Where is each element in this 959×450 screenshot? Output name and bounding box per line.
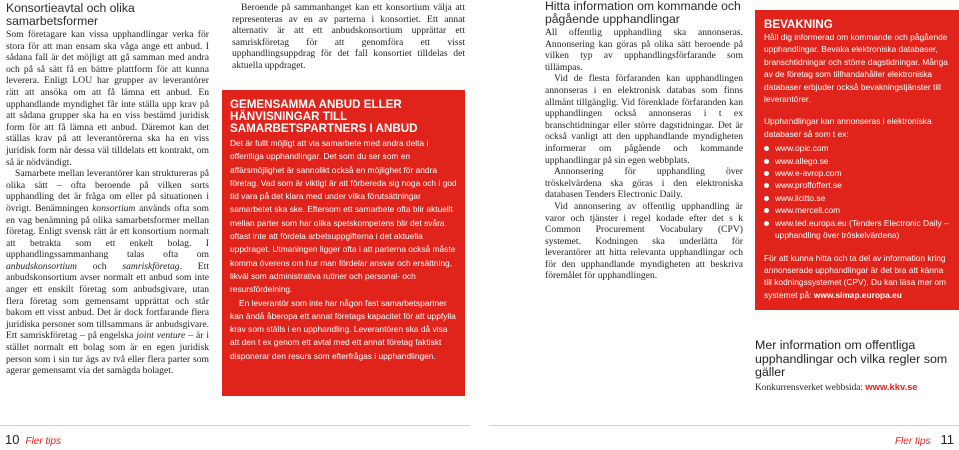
page-number: 11: [940, 432, 954, 447]
right-body: [545, 27, 743, 282]
bullet-icon: [764, 208, 769, 213]
page-number: 10: [5, 432, 20, 447]
simap-link[interactable]: www.simap.europa.eu: [813, 289, 902, 300]
monitoring-infobox: [755, 10, 959, 310]
bullet-icon: [764, 171, 769, 176]
paragraph: Beroende på sammanhanget kan ett konsortium välja att representeras av en av parterna i konsortiet. Ett annat alternativ är att ett anbudskonsortium upprättar ett samriskföretag för att genomföra ett visst upphandlingsuppdrag för det fall konsortiet tilldelas det aktuella uppdraget.: [232, 2, 465, 71]
section-heading-consortium: Konsortieavtal och olika samarbetsformer: [6, 1, 135, 28]
list-item: www.mercell.com: [764, 204, 951, 216]
bullet-icon: [764, 159, 769, 164]
paragraph: Som företagare kan vissa upphandlingar verka för stora för att man ensam ska våga ange ett anbud. I sådana fall är det möjligt att gå samman med andra och på så sätt få en bättre plattform för att kunna leverera. Enligt LOU har grupper av leverantörer rätt att ansöka om att få lämna ett anbud. En upphandlande myndighet får inte ställa upp krav på att sådana grupper ska ha en viss bestämd juridisk form för att få lämna ett anbud. Däremot kan det ställas krav på att leverantörerna ska ha en viss juridisk form när dessa väl tilldelats ett kontrakt, om så är nödvändigt.: [6, 29, 209, 168]
list-item: www.licitto.se: [764, 192, 951, 204]
infobox-paragraph: En leverantör som inte har någon fast samarbetspartner kan ändå åberopa ett annat företags kapacitet för att uppfylla krav som ställs i en upphandling. Leverantören ska då visa att den t ex genom ett avtal med ett annat företag faktiskt disponerar den resurs som efterfrågas i upphandlingen.: [230, 297, 456, 361]
bullet-icon: [764, 146, 769, 151]
infobox-title: GEMENSAMMA ANBUD ELLER HÄNVISNINGAR TILL SAMARBETSPARTNERS I ANBUD: [230, 98, 418, 135]
more-info-note: [755, 339, 959, 394]
middle-column: [232, 2, 465, 72]
right-text-column: [545, 0, 743, 282]
list-item: www.e-avrop.com: [764, 167, 951, 179]
list-item: www.opic.com: [764, 142, 951, 154]
footer-right: [889, 432, 954, 447]
infobox-paragraph: Upphandlingar kan annonseras i elektroniska databaser så som t ex:: [764, 116, 932, 139]
note-text: Mer information om offentliga upphandlingar och vilka regler som gäller: [755, 338, 948, 379]
list-item: www.ted.europa.eu (Tenders Electronic Daily – upphandling över tröskelvärdena): [764, 217, 951, 242]
infobox-paragraph: Det är fullt möjligt att via samarbete med andra delta i offentliga upphandlingar. Det som du ser som en affärsmöjlighet är sannolikt också en möjlighet för andra företag. Vad som är viktigt är att förbereda sig noga och i god tid vara på det klara med under vilka förutsättningar samarbetet ska ske. Eftersom ett samarbete ofta blir aktuellt mellan parter som har olika spetskompetens blir det svåra oftast inte att fördela arbetsuppgifterna i det aktuella uppdraget. Utmaningen ligger ofta i att parterna också måste komma överens om hur man fördelar ansvar och ersättning, likväl som administrativa rutiner och personal- och resursfördelning.: [230, 138, 457, 295]
section-heading-find-info: Hitta information om kommande och pågående upphandlingar: [545, 0, 741, 26]
list-item: www.proffoffert.se: [764, 179, 951, 191]
footer-label: Fler tips: [25, 436, 62, 447]
infobox-title: BEVAKNING: [764, 18, 833, 31]
bullet-icon: [764, 183, 769, 188]
paragraph: Vid de flesta förfaranden kan upphandlingen annonseras i en elektronisk databas som finns allmänt tillgänglig. Vid förenklade förfaranden kan upphandlingen också annonseras i t ex branschtidningar eller större dagstidningar. Det är också vanligt att den upphandlande myndigheten informerar om pågående och kommande upphandlingar på sin egen webbplats.: [545, 73, 743, 166]
paragraph: Vid annonsering av offentlig upphandling är varor och tjänster i regel kodade efter det s k Common Procurement Vocabulary (CPV) systemet. Kodningen ska underlätta för leverantörer att hitta relevanta upphandlingar och för den upphandlande myndigheten att beskriva föremålet för upphandlingen.: [545, 200, 743, 282]
joint-bid-infobox: [222, 90, 465, 396]
bullet-icon: [764, 196, 769, 201]
left-column: [6, 2, 209, 377]
paragraph: All offentlig upphandling ska annonseras. Annonsering kan göras på olika sätt beroende på vilken typ av upphandlingsförfarande som tillämpas.: [545, 27, 743, 73]
note-source: Konkurrensverket webbsida: www.kkv.se: [755, 380, 918, 393]
paragraph: Annonsering för upphandling över tröskelvärdena ska göras i den elektroniska databasen Tenders Electronic Daily.: [545, 166, 743, 201]
paragraph: Samarbete mellan leverantörer kan struktureras på olika sätt – ofta beroende på vilken sorts upphandling det är fråga om eller på situationen i övrigt. Benämningen konsortium används ofta som en vag benämning på olika samarbetsformer mellan företag. Enligt svensk rätt är ett konsortium normalt att betrakta som ett enkelt bolag. I upphandlingssammanhang talas ofta om anbudskonsortium och samriskföretag. Ett anbudskonsortium avser normalt ett anbud som inte anger ett enskilt företag som anbudsgivare, utan flera företag som gemensamt upprättat och står bakom ett visst anbud. Det är dock fortfarande flera juridiska personer som tillsammans är anbudsgivare. Ett samriskföretag – på engelska joint venture – är i stället normalt ett bolag som är en egen juridisk person som i sin tur ägs av två eller flera parter som agerar gemensamt via det samägda bolaget.: [6, 168, 209, 377]
infobox-paragraph: Håll dig informerad om kommande och pågående upphandlingar. Bevaka elektroniska databaser, branschtidningar och större dagstidningar. Många av de företag som tillhandahåller elektroniska databaser erbjuder också bevakningstjänster till leverantörer.: [764, 32, 948, 105]
list-item: www.allego.se: [764, 155, 951, 167]
database-list: [764, 142, 951, 241]
footer-label: Fler tips: [894, 436, 931, 447]
footer-left: [5, 432, 61, 447]
kkv-link[interactable]: www.kkv.se: [865, 380, 918, 392]
infobox-paragraph: För att kunna hitta och ta del av information kring annonserade upphandlingar är det bra att känna till kodningssystemet (CPV). Du kan läsa mer om systemet på: www.simap.europa.eu: [764, 252, 946, 300]
left-body: [6, 29, 209, 377]
bullet-icon: [764, 221, 769, 226]
footer-rule-right: [489, 425, 959, 426]
footer-rule-left: [0, 425, 470, 426]
